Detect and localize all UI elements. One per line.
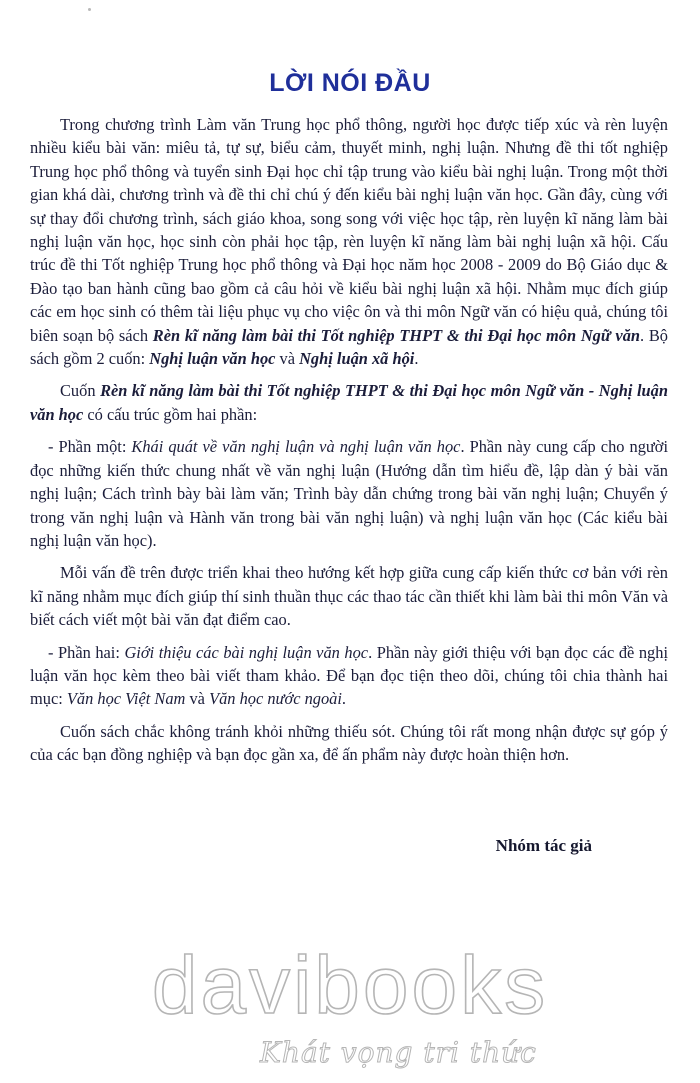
section-vietnam-literature: Văn học Việt Nam <box>66 689 186 709</box>
text-run: . <box>341 689 347 709</box>
paper-speck <box>88 8 91 11</box>
book-title-social: Nghị luận xã hội <box>299 349 415 369</box>
paragraph-intro <box>30 113 668 370</box>
watermark-logo: davibooks <box>151 940 549 1031</box>
watermark-slogan: Khát vọng tri thức <box>260 1036 537 1069</box>
paragraph-part-two <box>30 641 668 711</box>
paragraph-structure <box>30 379 668 426</box>
text-run: Cuốn <box>60 381 101 401</box>
text-run: và <box>185 689 210 709</box>
book-title-series: Rèn kĩ năng làm bài thi Tốt nghiệp THPT & thi Đại học môn Ngữ văn <box>152 325 641 345</box>
text-run: Mỗi vấn đề trên được triển khai theo hướng kết hợp giữa cung cấp kiến thức cơ bản với rèn kĩ năng nhằm mục đích giúp thí sinh thuần thục các thao tác cần thiết khi làm bài thi môn Văn và biết cách viết một bài văn đạt điểm cao. <box>30 563 668 630</box>
author-signature: Nhóm tác giả <box>495 836 592 855</box>
part-two-title: Giới thiệu các bài nghị luận văn học <box>124 642 369 662</box>
text-run: . <box>414 349 419 369</box>
paragraph-part-one <box>30 435 668 552</box>
text-run: - Phần một: <box>48 437 132 457</box>
text-run: . Bộ sách gồm 2 cuốn: <box>30 325 669 369</box>
section-foreign-literature: Văn học nước ngoài <box>209 689 342 709</box>
text-run: . Phần này giới thiệu với bạn đọc các đề nghị luận văn học kèm theo bài viết tham khảo. Để bạn đọc tiện theo dõi, chúng tôi chia thành hai mục: <box>30 642 668 709</box>
book-title-literary: Nghị luận văn học <box>149 349 276 369</box>
paragraph-approach <box>30 561 668 631</box>
text-run: Cuốn sách chắc không tránh khỏi những thiếu sót. Chúng tôi rất mong nhận được sự góp ý của các bạn đồng nghiệp và bạn đọc gần xa, để ấn phẩm này được hoàn thiện hơn. <box>30 721 668 765</box>
page-title: LỜI NÓI ĐẦU <box>269 68 431 97</box>
book-title-full: Rèn kĩ năng làm bài thi Tốt nghiệp THPT & thi Đại học môn Ngữ văn - Nghị luận văn học <box>30 381 668 424</box>
preface-body <box>30 113 668 776</box>
part-one-title: Khái quát về văn nghị luận và nghị luận văn học <box>131 437 461 457</box>
text-run: Trong chương trình Làm văn Trung học phổ thông, người học được tiếp xúc và rèn luyện nhiều kiểu bài văn: miêu tả, tự sự, biểu cảm, thuyết minh, nghị luận. Nhưng đề thi tốt nghiệp Trung học phổ thông và tuyển sinh Đại học chỉ tập trung vào kiểu bài nghị luận. Trong một thời gian khá dài, chương trình và đề thi chỉ chú ý đến kiểu bài nghị luận văn học. Gần đây, cùng với sự thay đổi chương trình, sách giáo khoa, song song với việc học tập, rèn luyện kĩ năng làm bài nghị luận văn học, học sinh còn phải học tập, rèn luyện kĩ năng làm bài nghị luận xã hội. Cấu trúc đề thi Tốt nghiệp Trung học phổ thông và Đại học năm học 2008 - 2009 do Bộ Giáo dục & Đào tạo ban hành cũng bao gồm cả câu hỏi về kiểu bài nghị luận xã hội. Nhằm mục đích giúp các em học sinh có thêm tài liệu phục vụ cho việc ôn và thi môn Ngữ văn có hiệu quả, chúng tôi biên soạn bộ sách <box>30 115 668 345</box>
text-run: có cấu trúc gồm hai phần: <box>83 404 258 424</box>
text-run: và <box>275 349 300 369</box>
text-run: . Phần này cung cấp cho người đọc những kiến thức chung nhất về văn nghị luận (Hướng dẫn tìm hiểu đề, lập dàn ý bài văn nghị luận; Cách trình bày bài làm văn; Trình bày dẫn chứng trong bài văn nghị luận; Chuyển ý trong văn nghị luận và Hành văn trong bài văn nghị luận) và nghị luận văn học (Các kiểu bài nghị luận văn học). <box>30 437 668 550</box>
paragraph-closing <box>30 720 668 767</box>
text-run: - Phần hai: <box>48 642 125 662</box>
